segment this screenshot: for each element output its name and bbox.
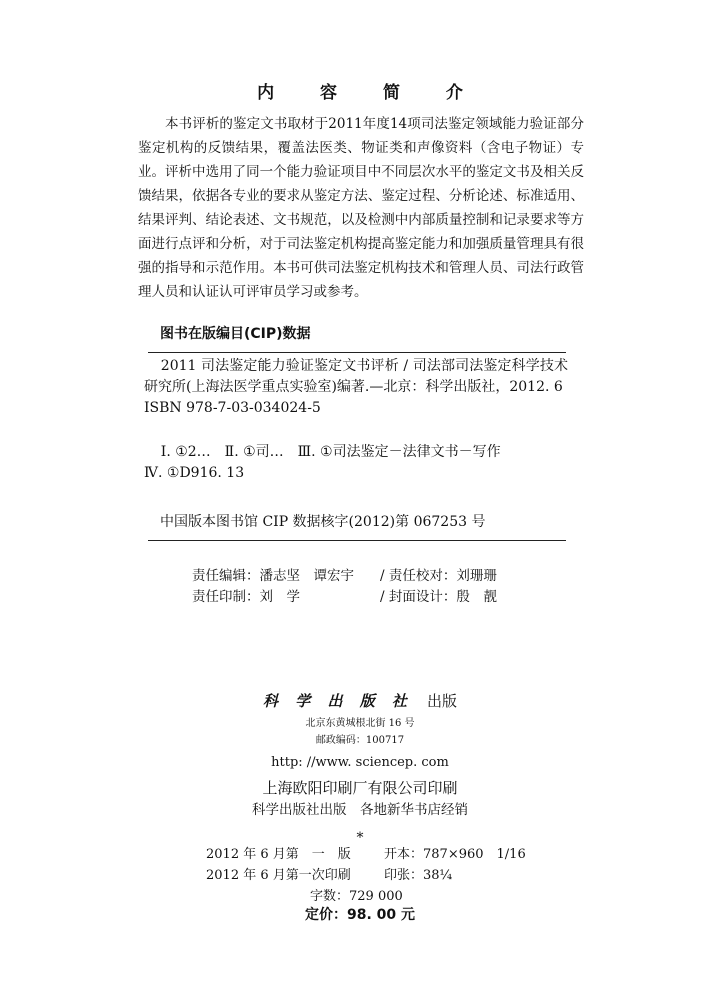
printer-name: 上海欧阳印刷厂有限公司印刷 bbox=[262, 779, 458, 797]
editor-credit: 责任编辑：潘志坚 谭宏宇 bbox=[192, 568, 354, 584]
edition-date: 2012 年 6 月第 一 版 bbox=[206, 847, 351, 862]
summary-title: 内 容 简 介 bbox=[257, 83, 483, 103]
book-format: 开本：787×960 1/16 bbox=[384, 847, 526, 862]
publisher-postcode: 邮政编码：100717 bbox=[315, 735, 405, 746]
word-count: 字数：729 000 bbox=[310, 889, 403, 904]
cip-class-line-1: Ⅰ. ①2… Ⅱ. ①司… Ⅲ. ①司法鉴定－法律文书－写作 bbox=[160, 444, 501, 460]
printing-credit: 责任印制：刘 学 bbox=[192, 589, 300, 605]
cip-check-number: 中国版本图书馆 CIP 数据核字(2012)第 067253 号 bbox=[160, 514, 486, 530]
distribution-line: 科学出版社出版 各地新华书店经销 bbox=[252, 802, 468, 818]
separator-asterisk: * bbox=[356, 830, 364, 846]
cip-classification bbox=[144, 442, 568, 484]
cip-record-title: 2011 司法鉴定能力验证鉴定文书评析 / 司法部司法鉴定科学技术研究所(上海法医学重点实验室)编著.—北京：科学出版社，2012. 6 bbox=[144, 358, 568, 395]
cover-design-credit: / 封面设计：殷 靓 bbox=[380, 589, 497, 605]
summary-paragraph: 本书评析的鉴定文书取材于2011年度14项司法鉴定领域能力验证部分鉴定机构的反馈结果，覆盖法医类、物证类和声像资料（含电子物证）专业。评析中选用了同一个能力验证项目中不同层次水平的鉴定文书及相关反馈结果，依据各专业的要求从鉴定方法、鉴定过程、分析论述、标准适用、结果评判、结论表述、文书规范，以及检测中内部质量控制和记录要求等方面进行点评和分析，对于司法鉴定机构提高鉴定能力和加强质量管理具有很强的指导和示范作用。本书可供司法鉴定机构技术和管理人员、司法行政管理人员和认证认可评审员学习或参考。 bbox=[138, 116, 584, 300]
cip-record bbox=[144, 356, 568, 419]
cip-heading: 图书在版编目(CIP)数据 bbox=[160, 326, 311, 342]
publisher-suffix: 出版 bbox=[426, 692, 457, 710]
print-date: 2012 年 6 月第一次印刷 bbox=[206, 868, 351, 883]
cip-top-rule bbox=[148, 352, 566, 353]
edition-info bbox=[206, 844, 526, 907]
price-label: 定价：98. 00 元 bbox=[304, 907, 416, 923]
publisher-logo: 科 学 出 版 社 bbox=[263, 692, 413, 710]
summary-block bbox=[138, 112, 584, 304]
cip-class-line-2: Ⅳ. ①D916. 13 bbox=[144, 465, 245, 481]
publisher-website: http: //www. sciencep. com bbox=[271, 755, 449, 770]
cip-isbn: ISBN 978-7-03-034024-5 bbox=[144, 400, 321, 416]
cip-bottom-rule bbox=[148, 540, 566, 541]
print-sheets: 印张：38¼ bbox=[384, 868, 453, 883]
staff-credits bbox=[192, 566, 572, 608]
publisher-block bbox=[0, 690, 720, 847]
proofreader-credit: / 责任校对：刘珊珊 bbox=[380, 568, 497, 584]
publisher-address: 北京东黄城根北街 16 号 bbox=[305, 718, 415, 729]
